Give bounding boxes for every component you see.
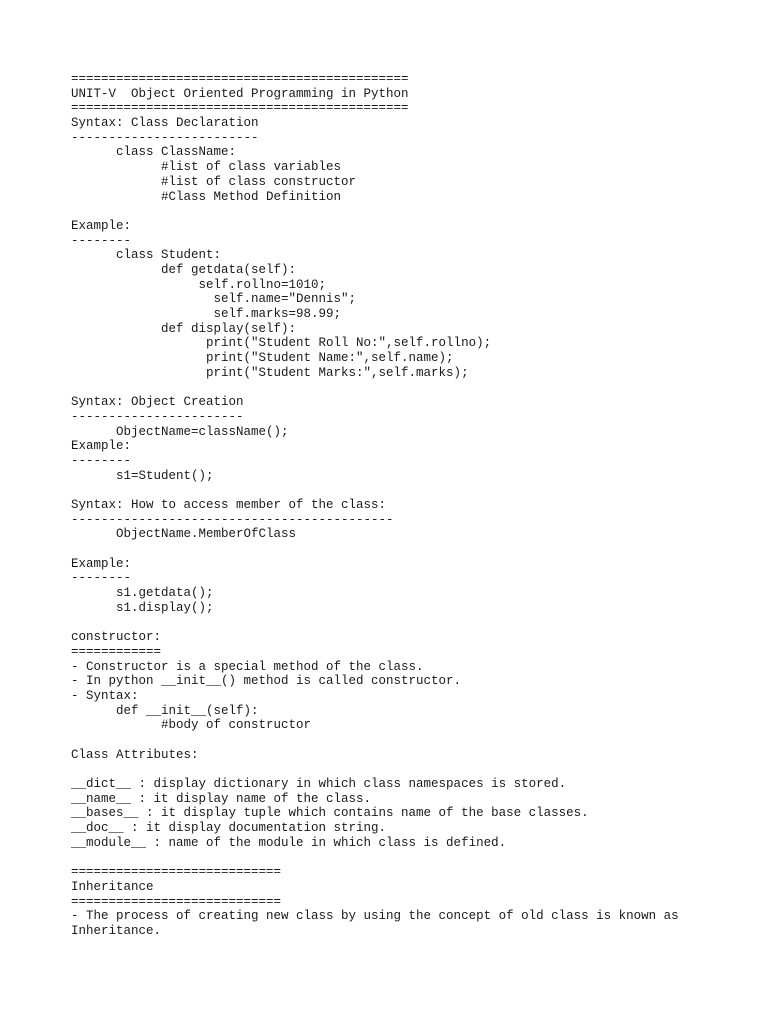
text-line: self.rollno=1010; <box>71 277 327 292</box>
text-line: Class Attributes: <box>71 747 199 762</box>
text-line: - Constructor is a special method of the class. <box>71 659 424 674</box>
text-line: s1.getdata(); <box>71 586 214 601</box>
text-line <box>71 615 679 630</box>
text-line: Example: <box>71 439 132 454</box>
text-line: print("Student Name:",self.name); <box>71 351 454 366</box>
text-line: class Student: <box>71 248 222 263</box>
text-line: ----------------------- <box>71 409 244 424</box>
text-line: Inheritance <box>71 879 154 894</box>
text-line: ObjectName.MemberOfClass <box>71 527 297 542</box>
text-line: #body of constructor <box>71 718 312 733</box>
document-text <box>71 72 679 939</box>
text-line: constructor: <box>71 630 162 645</box>
text-line: Syntax: How to access member of the class: <box>71 497 387 512</box>
text-line: - In python __init__() method is called constructor. <box>71 674 462 689</box>
text-line: -------- <box>71 233 132 248</box>
text-line: - The process of creating new class by using the concept of old class is known as <box>71 909 679 924</box>
text-line <box>71 380 679 395</box>
text-line <box>71 762 679 777</box>
text-line: ============================ <box>71 894 282 909</box>
text-line: ============================================= <box>71 101 409 116</box>
text-line: Example: <box>71 218 132 233</box>
text-line: def display(self): <box>71 321 297 336</box>
text-line: class ClassName: <box>71 145 237 160</box>
text-line: ============ <box>71 644 162 659</box>
text-line: ------------------------- <box>71 130 259 145</box>
text-line: ------------------------------------------- <box>71 512 394 527</box>
text-line: Syntax: Object Creation <box>71 395 244 410</box>
text-line: UNIT-V Object Oriented Programming in Python <box>71 86 409 101</box>
text-line: self.name="Dennis"; <box>71 292 357 307</box>
text-line: __doc__ : it display documentation string. <box>71 821 387 836</box>
text-line: __dict__ : display dictionary in which class namespaces is stored. <box>71 777 567 791</box>
text-line: #list of class variables <box>71 160 342 175</box>
text-line: ============================ <box>71 865 282 880</box>
text-line <box>71 542 679 557</box>
text-line: Inheritance. <box>71 923 162 938</box>
text-line: def __init__(self): <box>71 703 259 718</box>
text-line: __bases__ : it display tuple which contains name of the base classes. <box>71 806 589 821</box>
text-line <box>71 204 679 219</box>
text-line: self.marks=98.99; <box>71 307 342 321</box>
text-line: -------- <box>71 453 132 468</box>
text-line: #Class Method Definition <box>71 189 342 204</box>
text-line: s1=Student(); <box>71 468 214 483</box>
text-line: - Syntax: <box>71 688 139 703</box>
text-line: __name__ : it display name of the class. <box>71 791 372 806</box>
text-line: -------- <box>71 571 132 586</box>
text-line: def getdata(self): <box>71 262 297 277</box>
text-line: ============================================= <box>71 72 409 86</box>
text-line <box>71 483 679 498</box>
text-line: print("Student Roll No:",self.rollno); <box>71 336 492 351</box>
text-line: s1.display(); <box>71 600 214 615</box>
text-line <box>71 733 679 748</box>
text-line <box>71 850 679 865</box>
text-line: ObjectName=className(); <box>71 424 289 439</box>
text-line: Example: <box>71 556 132 571</box>
text-line: #list of class constructor <box>71 174 357 189</box>
text-line: __module__ : name of the module in which class is defined. <box>71 835 507 850</box>
text-line: print("Student Marks:",self.marks); <box>71 365 469 380</box>
text-line: Syntax: Class Declaration <box>71 116 259 131</box>
